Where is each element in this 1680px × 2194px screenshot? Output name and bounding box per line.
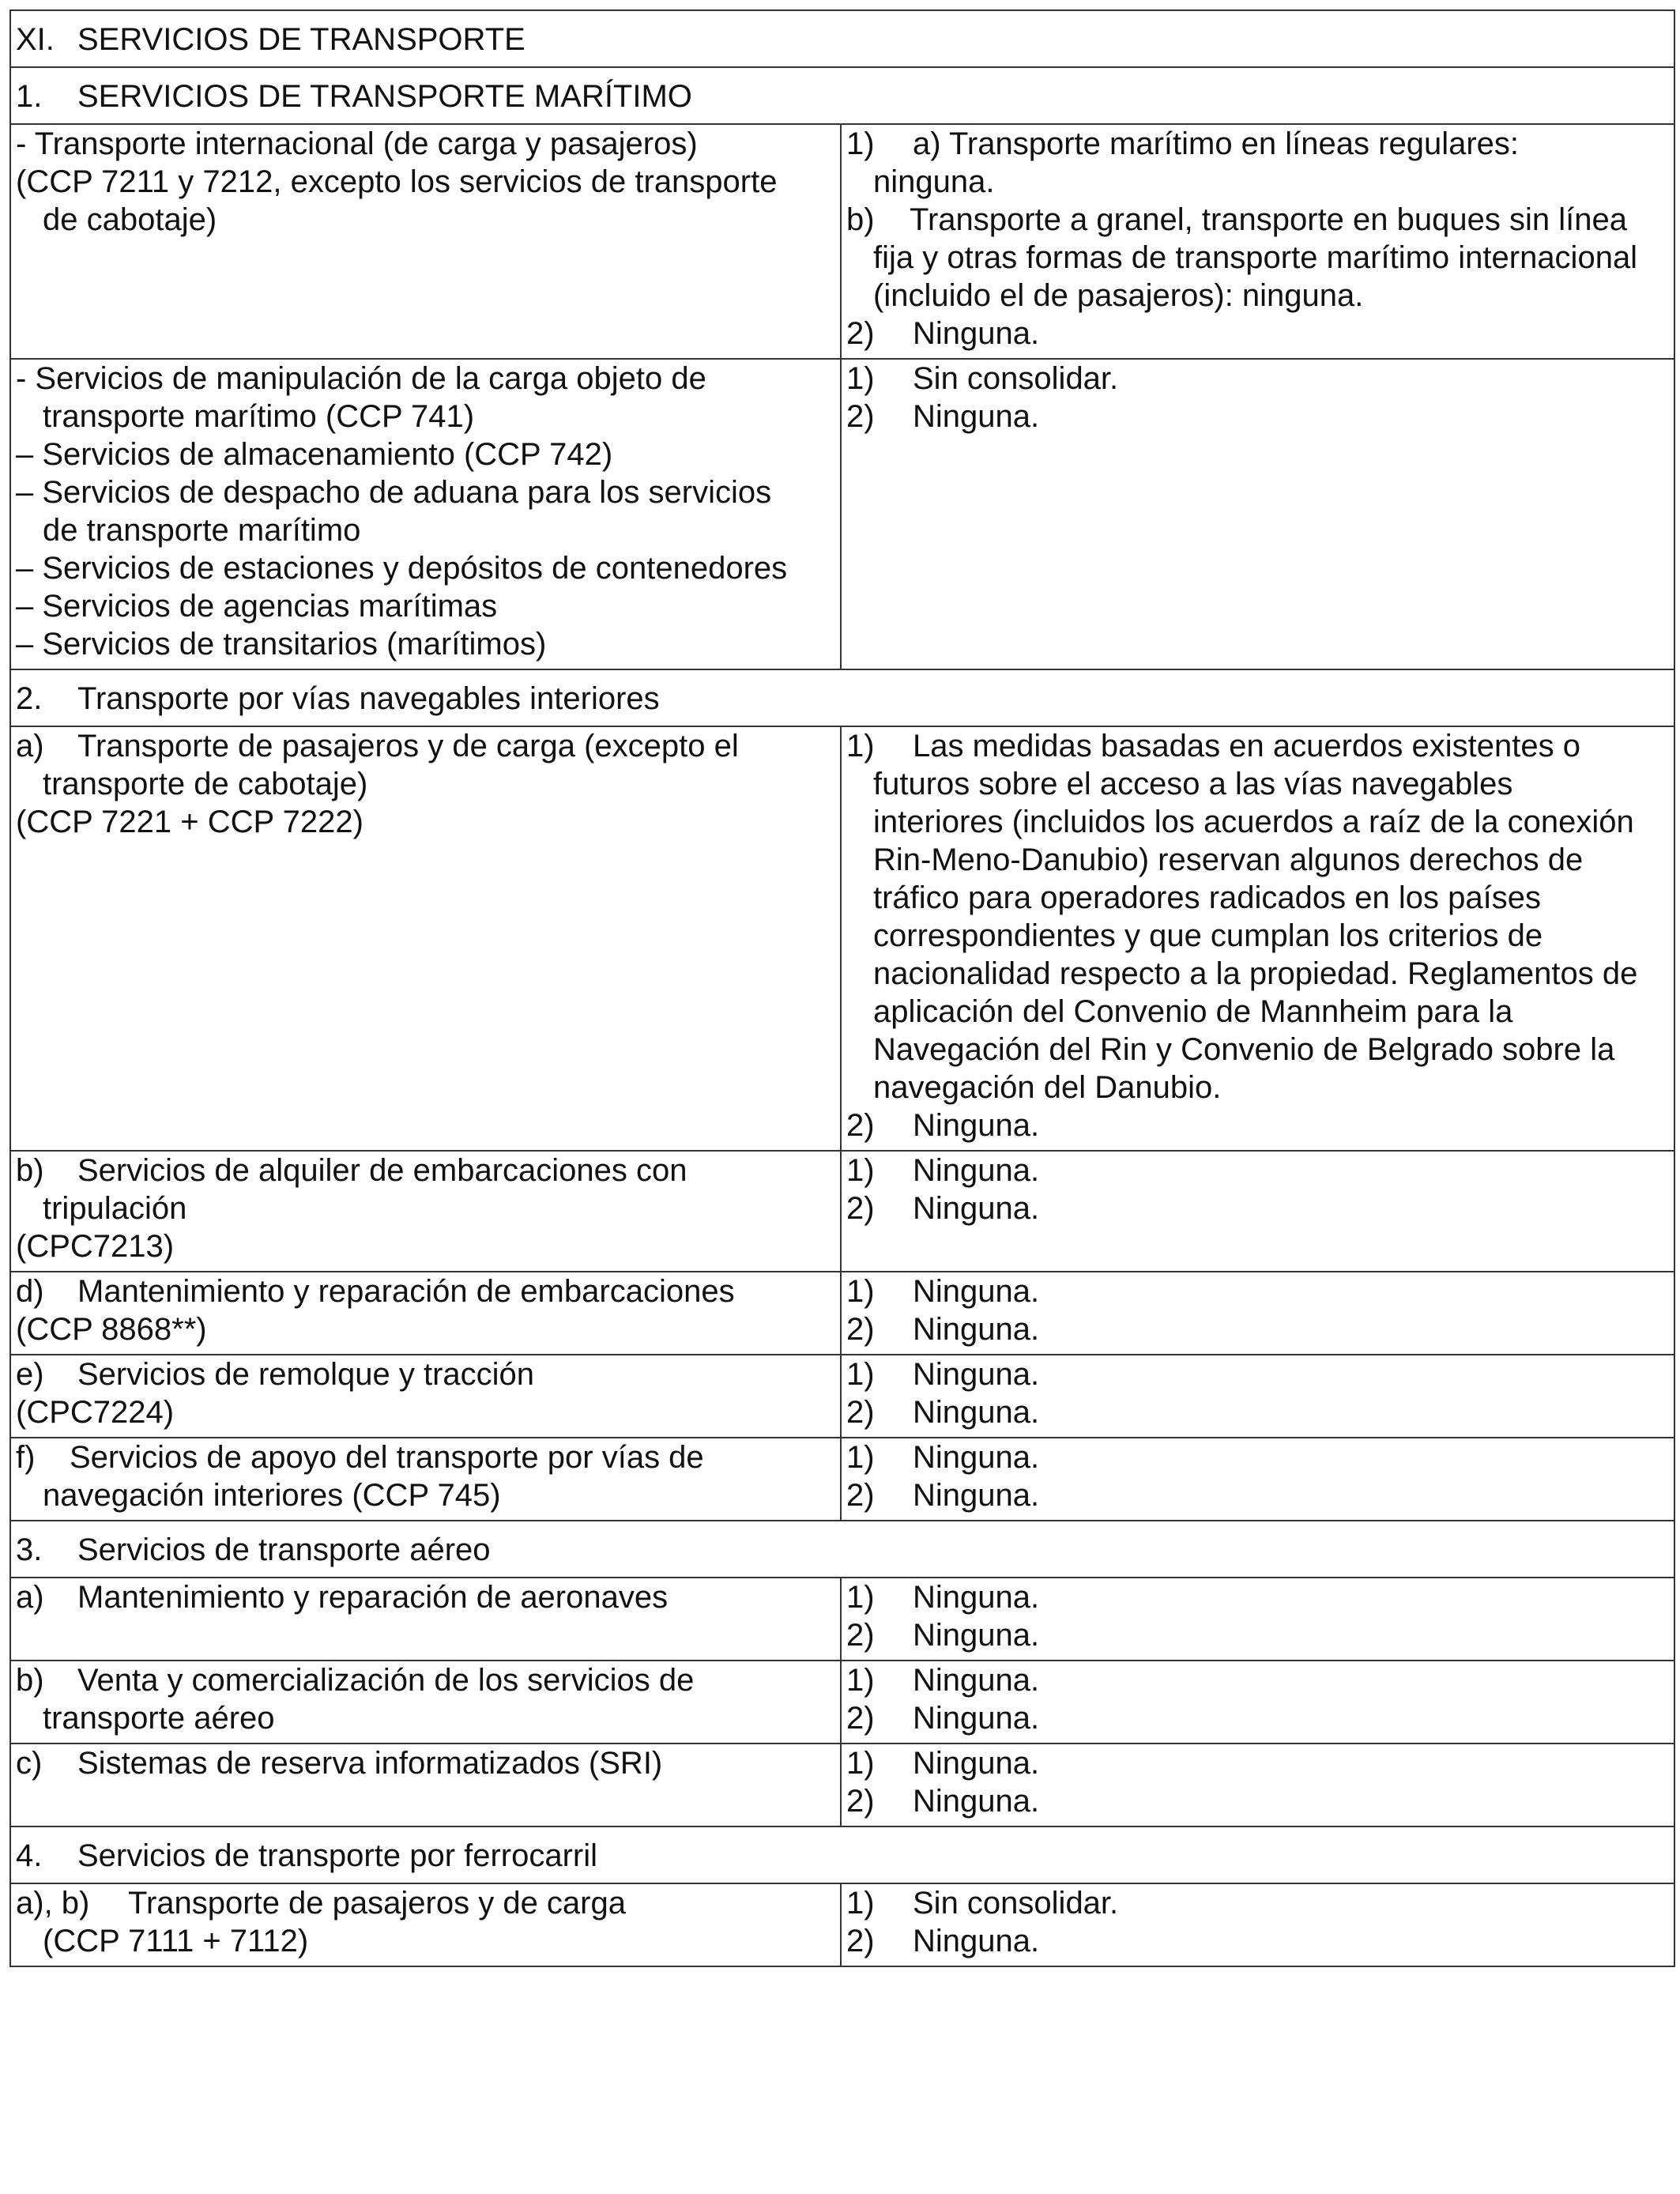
- table-row: [10, 1272, 1674, 1355]
- item-letter: a): [16, 1580, 44, 1615]
- item-number: 2): [846, 1701, 875, 1736]
- sector-line: Transporte de pasajeros y de carga: [128, 1886, 626, 1921]
- table-row: [10, 1151, 1674, 1272]
- section-header-row: [10, 1521, 1674, 1578]
- sector-line: – Servicios de agencias marítimas: [16, 589, 498, 624]
- section-title-cell: [10, 669, 1674, 726]
- limitation-text: Ninguna.: [913, 1312, 1040, 1347]
- item-letter: e): [16, 1357, 44, 1392]
- sector-line: transporte marítimo (CCP 741): [43, 399, 475, 434]
- limitation-text: Ninguna.: [913, 1395, 1040, 1430]
- limitation-text: fija y otras formas de transporte marítimo internacional: [873, 240, 1638, 275]
- item-number: 1): [846, 1274, 875, 1309]
- limitation-text: Ninguna.: [913, 1478, 1040, 1513]
- section-number: 4.: [16, 1838, 43, 1873]
- section-header-row: [10, 669, 1674, 726]
- limitation-text: Ninguna.: [913, 1108, 1040, 1143]
- sector-line: de cabotaje): [43, 202, 217, 237]
- table-row: [10, 726, 1674, 1151]
- item-number: 2): [846, 399, 875, 434]
- limitations-cell: [841, 359, 1674, 669]
- item-number: 1): [846, 126, 875, 161]
- item-number: 2): [846, 1312, 875, 1347]
- limitation-text: Ninguna.: [913, 1440, 1040, 1475]
- limitation-text: Ninguna.: [913, 1784, 1040, 1819]
- limitation-text: Ninguna.: [913, 1924, 1040, 1958]
- limitation-text: Navegación del Rin y Convenio de Belgrado sobre la: [873, 1032, 1615, 1067]
- sector-line: – Servicios de almacenamiento (CCP 742): [16, 437, 613, 472]
- sector-line: Transporte de pasajeros y de carga (excepto el: [77, 729, 739, 763]
- sector-cell: [10, 1661, 841, 1744]
- limitation-text: Ninguna.: [913, 1701, 1040, 1736]
- limitation-text: Sin consolidar.: [913, 361, 1119, 396]
- chapter-header-row: [10, 10, 1674, 67]
- limitation-text: Ninguna.: [913, 1191, 1040, 1226]
- limitation-text: Ninguna.: [913, 1357, 1040, 1392]
- item-number: 1): [846, 1580, 875, 1615]
- table-row: [10, 359, 1674, 669]
- sector-cell: [10, 1272, 841, 1355]
- limitation-text: navegación del Danubio.: [873, 1070, 1222, 1105]
- section-title: SERVICIOS DE TRANSPORTE MARÍTIMO: [77, 79, 692, 114]
- section-title-cell: [10, 67, 1674, 124]
- limitations-cell: [841, 1272, 1674, 1355]
- limitation-text: Ninguna.: [913, 1618, 1040, 1653]
- item-letter: f): [16, 1440, 36, 1475]
- limitation-text: Ninguna.: [913, 316, 1040, 351]
- sector-line: transporte de cabotaje): [43, 767, 368, 801]
- limitation-text: Ninguna.: [913, 1153, 1040, 1188]
- section-number: 2.: [16, 681, 43, 716]
- limitations-cell: [841, 1578, 1674, 1661]
- limitation-text: Las medidas basadas en acuerdos existentes o: [913, 729, 1580, 763]
- table-row: [10, 1355, 1674, 1438]
- limitation-text: Ninguna.: [913, 1663, 1040, 1698]
- sector-cell: [10, 1883, 841, 1966]
- limitations-cell: [841, 1661, 1674, 1744]
- sector-line: Servicios de apoyo del transporte por vías de: [70, 1440, 704, 1475]
- section-header-row: [10, 67, 1674, 124]
- sector-line: Sistemas de reserva informatizados (SRI): [77, 1746, 663, 1781]
- item-letter: c): [16, 1746, 43, 1781]
- item-number: 1): [846, 1746, 875, 1781]
- item-number: 2): [846, 1108, 875, 1143]
- table-row: [10, 124, 1674, 359]
- sector-line: transporte aéreo: [43, 1701, 275, 1736]
- section-title: Servicios de transporte por ferrocarril: [77, 1838, 598, 1873]
- item-number: 2): [846, 1924, 875, 1958]
- limitation-text: Transporte a granel, transporte en buques sin línea: [910, 202, 1627, 237]
- item-number: 1): [846, 729, 875, 763]
- limitation-text: ninguna.: [873, 164, 995, 199]
- limitation-text: Ninguna.: [913, 1274, 1040, 1309]
- limitation-text: Sin consolidar.: [913, 1886, 1119, 1921]
- table-row: [10, 1578, 1674, 1661]
- limitations-cell: [841, 1438, 1674, 1521]
- item-letter: b): [16, 1663, 44, 1698]
- section-title-cell: [10, 1826, 1674, 1883]
- item-number: 2): [846, 1191, 875, 1226]
- sector-cell: [10, 1744, 841, 1826]
- item-number: b): [846, 202, 875, 237]
- item-number: 1): [846, 1153, 875, 1188]
- item-letter: d): [16, 1274, 44, 1309]
- item-number: 1): [846, 1886, 875, 1921]
- sector-line: – Servicios de transitarios (marítimos): [16, 627, 547, 662]
- sector-line: – Servicios de despacho de aduana para los servicios: [16, 475, 772, 510]
- item-letter: b): [16, 1153, 44, 1188]
- sector-cell: [10, 1355, 841, 1438]
- sector-cell: [10, 359, 841, 669]
- limitation-text: a) Transporte marítimo en líneas regulares:: [913, 126, 1520, 161]
- item-letter: a): [16, 729, 44, 763]
- section-title: Transporte por vías navegables interiores: [77, 681, 660, 716]
- item-number: 2): [846, 1395, 875, 1430]
- limitations-cell: [841, 726, 1674, 1151]
- limitation-text: correspondientes y que cumplan los criterios de: [873, 918, 1543, 953]
- sector-cell: [10, 1151, 841, 1272]
- item-number: 1): [846, 1357, 875, 1392]
- limitation-text: nacionalidad respecto a la propiedad. Reglamentos de: [873, 956, 1638, 991]
- table-row: [10, 1883, 1674, 1966]
- sector-line: - Transporte internacional (de carga y pasajeros): [16, 126, 698, 161]
- item-number: 2): [846, 1618, 875, 1653]
- limitations-cell: [841, 1151, 1674, 1272]
- limitations-cell: [841, 124, 1674, 359]
- sector-line: Venta y comercialización de los servicios de: [77, 1663, 695, 1698]
- item-number: 1): [846, 1663, 875, 1698]
- sector-line: Servicios de remolque y tracción: [77, 1357, 535, 1392]
- limitation-text: aplicación del Convenio de Mannheim para la: [873, 994, 1513, 1029]
- limitation-text: Ninguna.: [913, 1580, 1040, 1615]
- item-number: 2): [846, 1478, 875, 1513]
- section-title-cell: [10, 1521, 1674, 1578]
- limitations-cell: [841, 1744, 1674, 1826]
- sector-line: – Servicios de estaciones y depósitos de contenedores: [16, 551, 788, 586]
- sector-line: Mantenimiento y reparación de embarcaciones: [77, 1274, 735, 1309]
- sector-line: (CCP 8868**): [16, 1312, 207, 1347]
- chapter-number: XI.: [16, 22, 55, 57]
- limitations-cell: [841, 1883, 1674, 1966]
- sector-line: Mantenimiento y reparación de aeronaves: [77, 1580, 669, 1615]
- section-number: 1.: [16, 79, 43, 114]
- sector-cell: [10, 124, 841, 359]
- sector-line: (CCP 7221 + CCP 7222): [16, 805, 363, 839]
- limitation-text: futuros sobre el acceso a las vías navegables: [873, 767, 1513, 801]
- limitation-text: Ninguna.: [913, 1746, 1040, 1781]
- sector-line: (CPC7224): [16, 1395, 175, 1430]
- table-row: [10, 1438, 1674, 1521]
- item-number: 2): [846, 1784, 875, 1819]
- sector-cell: [10, 726, 841, 1151]
- sector-line: (CCP 7111 + 7112): [43, 1924, 309, 1958]
- table-row: [10, 1744, 1674, 1826]
- limitation-text: (incluido el de pasajeros): ninguna.: [873, 278, 1364, 313]
- section-number: 3.: [16, 1532, 43, 1567]
- sector-line: navegación interiores (CCP 745): [43, 1478, 501, 1513]
- item-number: 2): [846, 316, 875, 351]
- sector-line: Servicios de alquiler de embarcaciones con: [77, 1153, 687, 1188]
- item-letter: a), b): [16, 1886, 90, 1921]
- commitments-schedule-page: [9, 9, 1674, 1967]
- sector-line: (CCP 7211 y 7212, excepto los servicios de transporte: [16, 164, 778, 199]
- limitation-text: interiores (incluidos los acuerdos a raíz de la conexión: [873, 805, 1634, 839]
- section-header-row: [10, 1826, 1674, 1883]
- sector-line: (CPC7213): [16, 1229, 175, 1264]
- sector-line: tripulación: [43, 1191, 187, 1226]
- limitation-text: Rin-Meno-Danubio) reservan algunos derechos de: [873, 843, 1584, 877]
- sector-line: de transporte marítimo: [43, 513, 361, 548]
- chapter-title: SERVICIOS DE TRANSPORTE: [77, 22, 525, 57]
- limitation-text: tráfico para operadores radicados en los países: [873, 880, 1541, 915]
- table-row: [10, 1661, 1674, 1744]
- commitments-table: [9, 9, 1675, 1967]
- sector-cell: [10, 1578, 841, 1661]
- limitations-cell: [841, 1355, 1674, 1438]
- limitation-text: Ninguna.: [913, 399, 1040, 434]
- sector-line: - Servicios de manipulación de la carga objeto de: [16, 361, 706, 396]
- item-number: 1): [846, 1440, 875, 1475]
- chapter-title-cell: [10, 10, 1674, 67]
- section-title: Servicios de transporte aéreo: [77, 1532, 491, 1567]
- item-number: 1): [846, 361, 875, 396]
- sector-cell: [10, 1438, 841, 1521]
